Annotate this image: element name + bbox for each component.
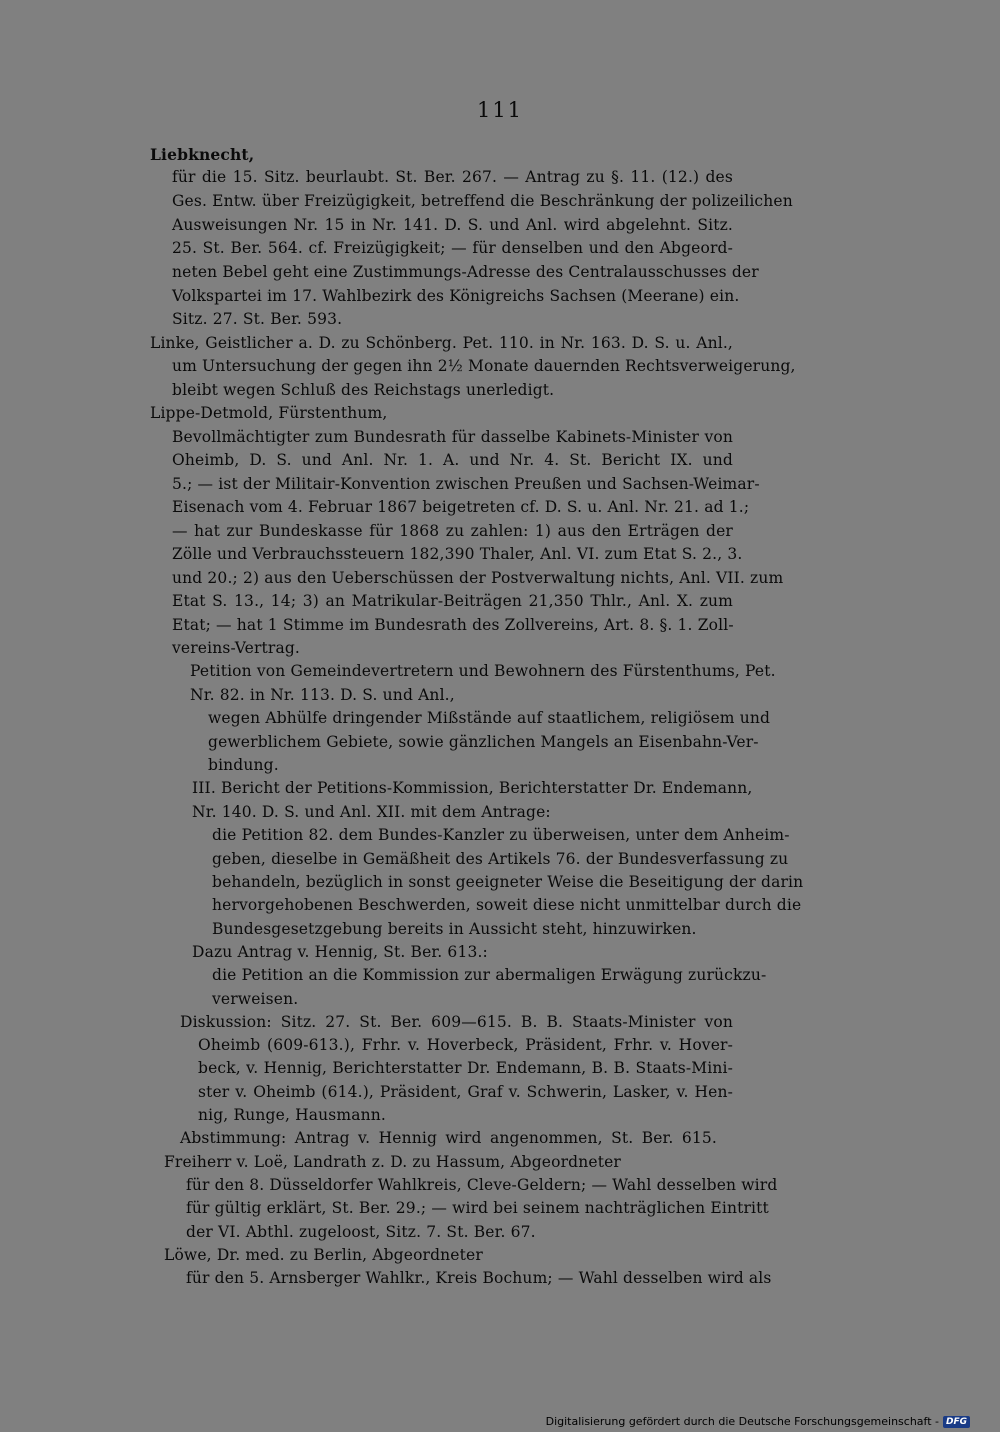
text-line: Nr. 140. D. S. und Anl. XII. mit dem Antrage: [192,803,551,821]
text-line: Dazu Antrag v. Hennig, St. Ber. 613.: [192,943,488,961]
text-line: Nr. 82. in Nr. 113. D. S. und Anl., [190,686,455,704]
text-line: behandeln, bezüglich in sonst geeigneter Weise die Beseitigung der darin [212,873,804,891]
text-line: III. Bericht der Petitions-Kommission, Berichterstatter Dr. Endemann, [192,779,753,797]
text-line: Bundesgesetzgebung bereits in Aussicht steht, hinzuwirken. [212,920,697,938]
text-line: bindung. [208,756,279,774]
text-line: hervorgehobenen Beschwerden, soweit diese nicht unmittelbar durch die [212,896,802,914]
text-line: für gültig erklärt, St. Ber. 29.; — wird bei seinem nachträglichen Eintritt [186,1199,769,1217]
text-line: und 20.; 2) aus den Ueberschüssen der Postverwaltung nichts, Anl. VII. zum [172,569,784,587]
dfg-logo: DFG [943,1416,970,1428]
text-line: Petition von Gemeindevertretern und Bewohnern des Fürstenthums, Pet. [190,662,776,680]
text-line: Ausweisungen Nr. 15 in Nr. 141. D. S. und Anl. wird abgelehnt. Sitz. [172,216,733,234]
text-line: Oheimb (609-613.), Frhr. v. Hoverbeck, Präsident, Frhr. v. Hover- [198,1036,733,1054]
footer [546,1415,970,1428]
text-line: ster v. Oheimb (614.), Präsident, Graf v. Schwerin, Lasker, v. Hen- [198,1083,733,1101]
text-line: gewerblichem Gebiete, sowie gänzlichen Mangels an Eisenbahn-Ver- [208,733,759,751]
text-line: — hat zur Bundeskasse für 1868 zu zahlen: 1) aus den Erträgen der [172,522,733,540]
footer-credit-text: Digitalisierung gefördert durch die Deutsche Forschungsgemeinschaft - [545,1415,939,1428]
text-line: nig, Runge, Hausmann. [198,1106,386,1124]
text-line: Etat; — hat 1 Stimme im Bundesrath des Zollvereins, Art. 8. §. 1. Zoll- [172,616,734,634]
entry-heading-lippe-detmold: Lippe-Detmold, Fürstenthum, [150,404,388,422]
text-line: beck, v. Hennig, Berichterstatter Dr. Endemann, B. B. Staats-Mini- [198,1059,733,1077]
entry-heading-freiherr-v-loe: Freiherr v. Loë, Landrath z. D. zu Hassum, Abgeordneter [164,1153,621,1171]
text-line: Volkspartei im 17. Wahlbezirk des Königreichs Sachsen (Meerane) ein. [172,287,740,305]
page-number: 111 [476,98,524,122]
text-line: 25. St. Ber. 564. cf. Freizügigkeit; — für denselben und den Abgeord- [172,239,733,257]
text-line: Bevollmächtigter zum Bundesrath für dasselbe Kabinets-Minister von [172,428,733,446]
text-line: Abstimmung: Antrag v. Hennig wird angenommen, St. Ber. 615. [180,1129,717,1147]
text-line: der VI. Abthl. zugeloost, Sitz. 7. St. Ber. 67. [186,1223,536,1241]
text-line: neten Bebel geht eine Zustimmungs-Adresse des Centralausschusses der [172,263,759,281]
text-line: Eisenach vom 4. Februar 1867 beigetreten cf. D. S. u. Anl. Nr. 21. ad 1.; [172,498,750,516]
text-line: Diskussion: Sitz. 27. St. Ber. 609—615. B. B. Staats-Minister von [180,1013,733,1031]
text-line: für die 15. Sitz. beurlaubt. St. Ber. 267. — Antrag zu §. 11. (12.) des [172,168,733,186]
text-line: Zölle und Verbrauchssteuern 182,390 Thaler, Anl. VI. zum Etat S. 2., 3. [172,545,743,563]
entry-heading-linke: Linke, Geistlicher a. D. zu Schönberg. Pet. 110. in Nr. 163. D. S. u. Anl., [150,334,733,352]
text-line: für den 8. Düsseldorfer Wahlkreis, Cleve-Geldern; — Wahl desselben wird [186,1176,778,1194]
text-line: die Petition an die Kommission zur abermaligen Erwägung zurückzu- [212,966,767,984]
text-line: 5.; — ist der Militair-Konvention zwischen Preußen und Sachsen-Weimar- [172,475,760,493]
text-line: wegen Abhülfe dringender Mißstände auf staatlichem, religiösem und [208,709,771,727]
text-line: um Untersuchung der gegen ihn 2½ Monate dauernden Rechtsverweigerung, [172,357,796,375]
text-line: verweisen. [212,990,299,1008]
entry-heading-loewe: Löwe, Dr. med. zu Berlin, Abgeordneter [164,1246,483,1264]
text-line: Sitz. 27. St. Ber. 593. [172,310,343,328]
text-line: vereins-Vertrag. [172,639,300,657]
text-line: für den 5. Arnsberger Wahlkr., Kreis Bochum; — Wahl desselben wird als [186,1269,772,1287]
text-line: bleibt wegen Schluß des Reichstags unerledigt. [172,381,555,399]
text-line: Oheimb, D. S. und Anl. Nr. 1. A. und Nr. 4. St. Bericht IX. und [172,451,733,469]
text-line: Ges. Entw. über Freizügigkeit, betreffend die Beschränkung der polizeilichen [172,192,793,210]
text-line: Etat S. 13., 14; 3) an Matrikular-Beiträgen 21,350 Thlr., Anl. X. zum [172,592,733,610]
text-line: geben, dieselbe in Gemäßheit des Artikels 76. der Bundesverfassung zu [212,850,789,868]
text-line: die Petition 82. dem Bundes-Kanzler zu überweisen, unter dem Anheim- [212,826,790,844]
entry-heading-liebknecht: Liebknecht, [150,145,255,164]
